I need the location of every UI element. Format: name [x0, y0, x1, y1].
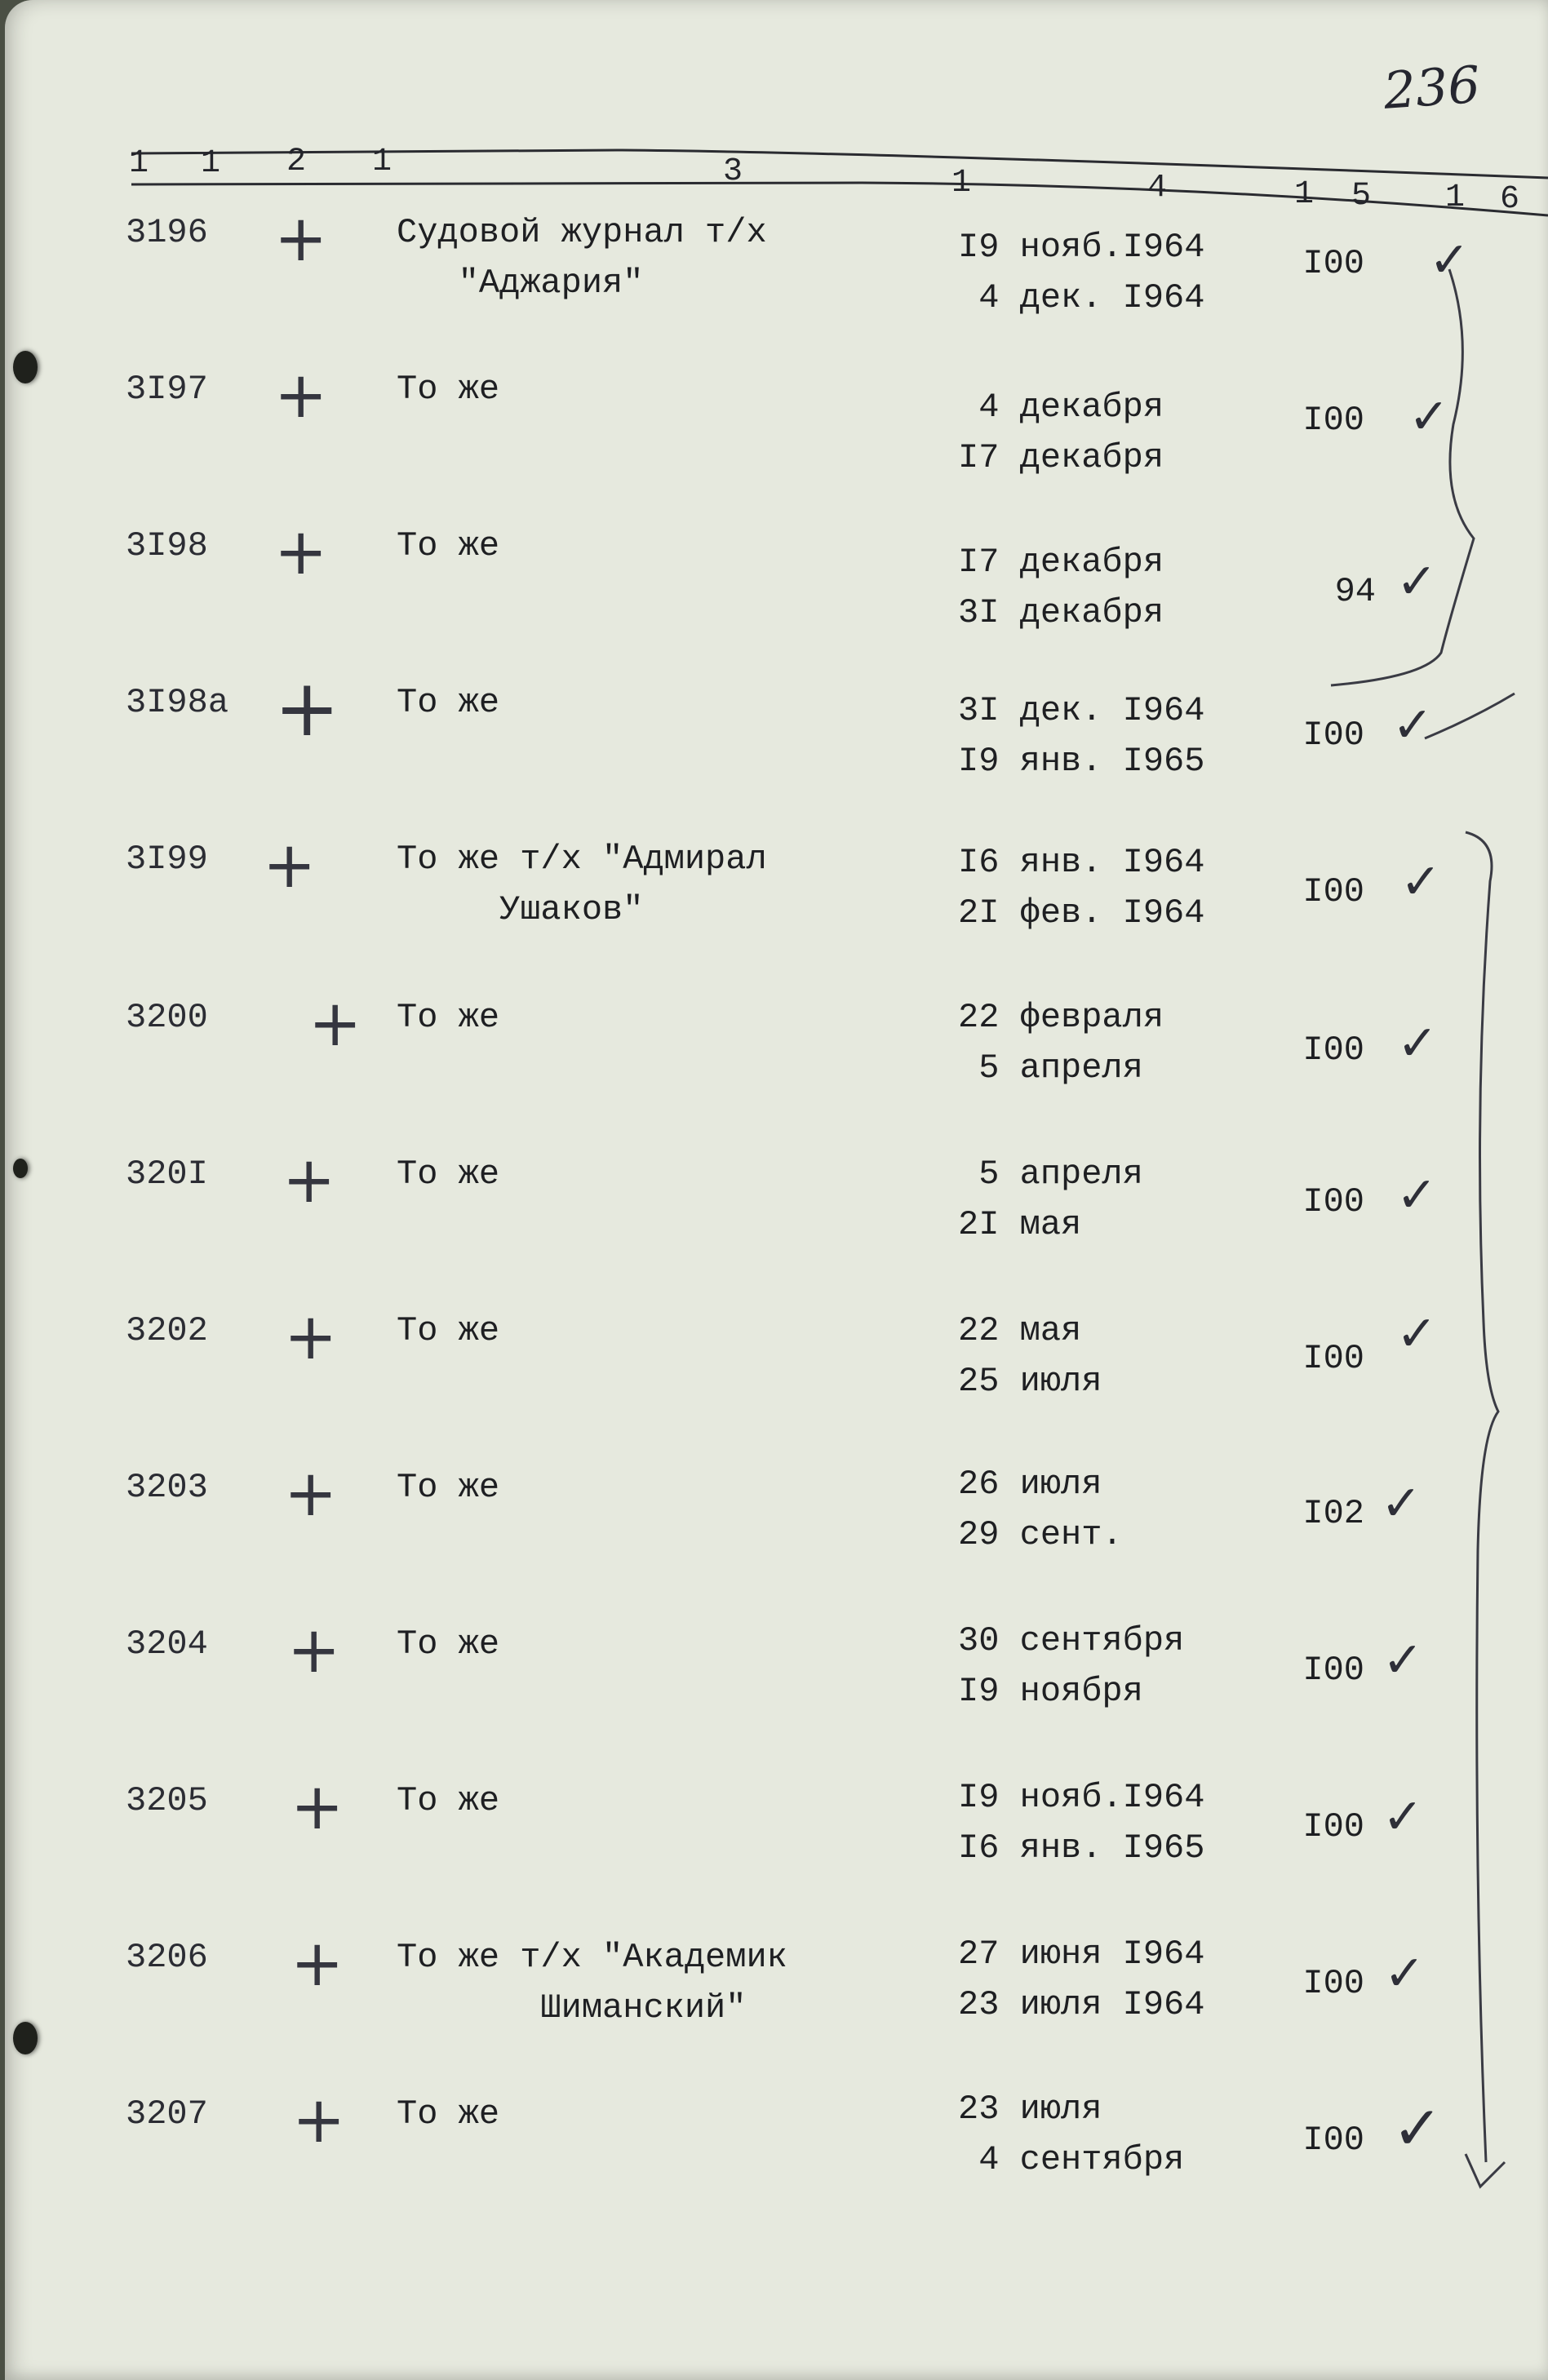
record-number: 3203	[126, 1468, 208, 1507]
column-number: 1	[1445, 179, 1466, 216]
page-count: I02	[1302, 1494, 1364, 1533]
page-count: I00	[1302, 401, 1364, 440]
checkmark-icon: ✓	[1382, 1788, 1424, 1846]
column-number: 1	[1294, 176, 1315, 213]
column-number: 1	[201, 145, 221, 182]
record-title: То же т/х "Академик Шиманский"	[397, 1938, 787, 2028]
checkmark-icon: ✓	[1429, 232, 1470, 289]
cross-mark-icon: +	[274, 202, 328, 276]
table-row	[5, 1614, 1548, 1757]
record-dates: 4 декабря I7 декабря	[958, 388, 1164, 477]
record-dates: I6 янв. I964 2I фев. I964	[958, 843, 1205, 933]
page-count: I00	[1302, 1339, 1364, 1378]
cross-mark-icon: +	[284, 1301, 338, 1374]
record-dates: 22 февраля 5 апреля	[958, 998, 1164, 1088]
column-number: 1	[372, 144, 393, 180]
record-number: 3I98	[126, 526, 208, 565]
page-count: I00	[1302, 2121, 1364, 2160]
record-dates: 3I дек. I964 I9 янв. I965	[958, 691, 1205, 781]
checkmark-icon: ✓	[1396, 553, 1438, 610]
page-count: I00	[1302, 716, 1364, 755]
record-number: 3196	[126, 213, 208, 252]
record-number: 3I99	[126, 840, 208, 879]
page-count: I00	[1302, 1651, 1364, 1690]
column-number: 6	[1500, 181, 1520, 218]
column-number: 5	[1351, 178, 1372, 215]
cross-mark-icon: +	[308, 987, 362, 1061]
record-title: То же т/х "Адмирал Ушаков"	[397, 840, 767, 929]
record-dates: 22 мая 25 июля	[958, 1311, 1102, 1401]
record-dates: 30 сентября I9 ноября	[958, 1621, 1185, 1711]
record-dates: I9 нояб.I964 I6 янв. I965	[958, 1778, 1205, 1868]
record-dates: 23 июля 4 сентября	[958, 2090, 1185, 2179]
checkmark-icon: ✓	[1382, 1632, 1424, 1689]
cross-mark-icon: +	[284, 1457, 338, 1531]
record-title: То же	[397, 370, 500, 409]
record-dates: I7 декабря 3I декабря	[958, 543, 1164, 632]
column-number: 4	[1147, 170, 1168, 206]
record-number: 3205	[126, 1781, 208, 1820]
page-count: I00	[1302, 1030, 1364, 1070]
column-number: 1	[951, 165, 972, 202]
page-count: I00	[1302, 1807, 1364, 1846]
column-number: 1	[129, 145, 149, 182]
record-title: То же	[397, 1468, 500, 1507]
checkmark-icon: ✓	[1381, 1475, 1422, 1532]
table-row	[5, 1457, 1548, 1601]
table-row	[5, 2084, 1548, 2227]
record-number: 3202	[126, 1311, 208, 1350]
cross-mark-icon: +	[274, 516, 328, 589]
table-row	[5, 663, 1548, 816]
cross-mark-icon: +	[274, 359, 328, 432]
page-number: 236	[1382, 54, 1483, 121]
table-row	[5, 1771, 1548, 1914]
checkmark-icon: ✓	[1384, 1945, 1426, 2002]
archive-page	[5, 0, 1548, 2380]
record-number: 3I97	[126, 370, 208, 409]
table-row	[5, 1144, 1548, 1288]
cross-mark-icon: +	[263, 829, 317, 902]
record-number: 3204	[126, 1624, 208, 1664]
page-count: 94	[1334, 572, 1376, 611]
checkmark-icon: ✓	[1397, 1015, 1439, 1072]
record-title: То же	[397, 683, 500, 722]
record-number: 3200	[126, 998, 208, 1037]
record-title: То же	[397, 1624, 500, 1664]
cross-mark-icon: +	[282, 1144, 336, 1217]
record-number: 3207	[126, 2094, 208, 2134]
page-count: I00	[1302, 244, 1364, 283]
checkmark-icon: ✓	[1392, 2094, 1444, 2164]
table-row	[5, 516, 1548, 659]
record-title: То же	[397, 998, 500, 1037]
record-title: То же	[397, 1311, 500, 1350]
record-title: То же	[397, 1155, 500, 1194]
column-number: 2	[286, 144, 307, 180]
cross-mark-icon: +	[274, 663, 340, 754]
cross-mark-icon: +	[287, 1614, 341, 1687]
cross-mark-icon: +	[291, 1771, 344, 1844]
record-number: 3I98а	[126, 683, 229, 722]
table-row	[5, 359, 1548, 503]
page-count: I00	[1302, 1964, 1364, 2003]
record-number: 3206	[126, 1938, 208, 1977]
table-row	[5, 1927, 1548, 2071]
page-count: I00	[1302, 872, 1364, 911]
checkmark-icon: ✓	[1396, 1305, 1438, 1363]
record-title: Судовой журнал т/х "Аджария"	[397, 213, 767, 303]
table-row	[5, 987, 1548, 1131]
record-dates: 5 апреля 2I мая	[958, 1155, 1143, 1244]
record-dates: 27 июня I964 23 июля I964	[958, 1935, 1205, 2024]
checkmark-icon: ✓	[1408, 388, 1450, 445]
table-row	[5, 829, 1548, 973]
checkmark-icon: ✓	[1400, 853, 1442, 911]
record-title: То же	[397, 526, 500, 565]
record-title: То же	[397, 2094, 500, 2134]
cross-mark-icon: +	[292, 2084, 346, 2157]
record-number: 320I	[126, 1155, 208, 1194]
record-dates: I9 нояб.I964 4 дек. I964	[958, 228, 1205, 317]
record-dates: 26 июля 29 сент.	[958, 1465, 1123, 1554]
page-count: I00	[1302, 1182, 1364, 1221]
table-row	[5, 1301, 1548, 1444]
cross-mark-icon: +	[291, 1927, 344, 2001]
checkmark-icon: ✓	[1396, 1167, 1438, 1224]
checkmark-icon: ✓	[1392, 697, 1434, 754]
record-title: То же	[397, 1781, 500, 1820]
column-number: 3	[723, 153, 743, 190]
table-row	[5, 202, 1548, 346]
